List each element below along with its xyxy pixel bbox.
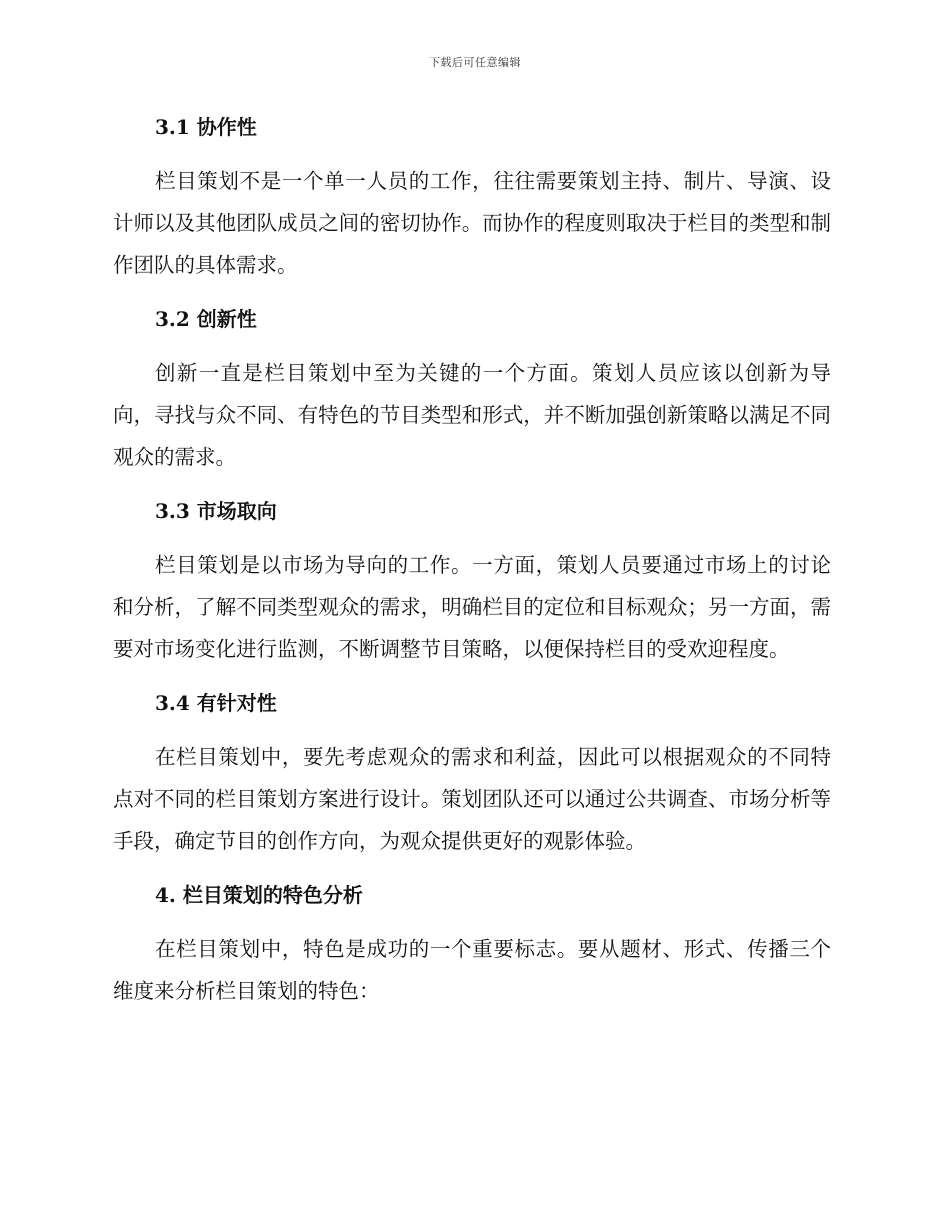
section-4	[113, 878, 831, 1012]
page-header-note: 下载后可任意编辑	[429, 56, 521, 69]
section-3-1	[113, 110, 831, 286]
section-paragraph: 在栏目策划中，要先考虑观众的需求和利益，因此可以根据观众的不同特点对不同的栏目策划方案进行设计。策划团队还可以通过公共调查、市场分析等手段，确定节目的创作方向，为观众提供更好的观影体验。	[113, 745, 831, 853]
section-paragraph: 创新一直是栏目策划中至为关键的一个方面。策划人员应该以创新为导向，寻找与众不同、有特色的节目类型和形式，并不断加强创新策略以满足不同观众的需求。	[113, 361, 831, 469]
section-heading: 3.3 市场取向	[155, 499, 277, 523]
section-3-4	[113, 686, 831, 862]
section-3-3	[113, 494, 831, 670]
section-heading: 3.2 创新性	[155, 307, 257, 331]
section-paragraph: 栏目策划是以市场为导向的工作。一方面，策划人员要通过市场上的讨论和分析，了解不同类型观众的需求，明确栏目的定位和目标观众；另一方面，需要对市场变化进行监测，不断调整节目策略，以便保持栏目的受欢迎程度。	[113, 553, 831, 661]
section-heading: 3.4 有针对性	[155, 691, 277, 715]
section-3-2	[113, 302, 831, 478]
section-paragraph: 栏目策划不是一个单一人员的工作，往往需要策划主持、制片、导演、设计师以及其他团队成员之间的密切协作。而协作的程度则取决于栏目的类型和制作团队的具体需求。	[113, 169, 831, 277]
section-heading: 3.1 协作性	[155, 115, 257, 139]
section-heading: 4. 栏目策划的特色分析	[155, 883, 363, 907]
section-paragraph: 在栏目策划中，特色是成功的一个重要标志。要从题材、形式、传播三个维度来分析栏目策划的特色：	[113, 937, 831, 1003]
document-body	[113, 110, 831, 1012]
